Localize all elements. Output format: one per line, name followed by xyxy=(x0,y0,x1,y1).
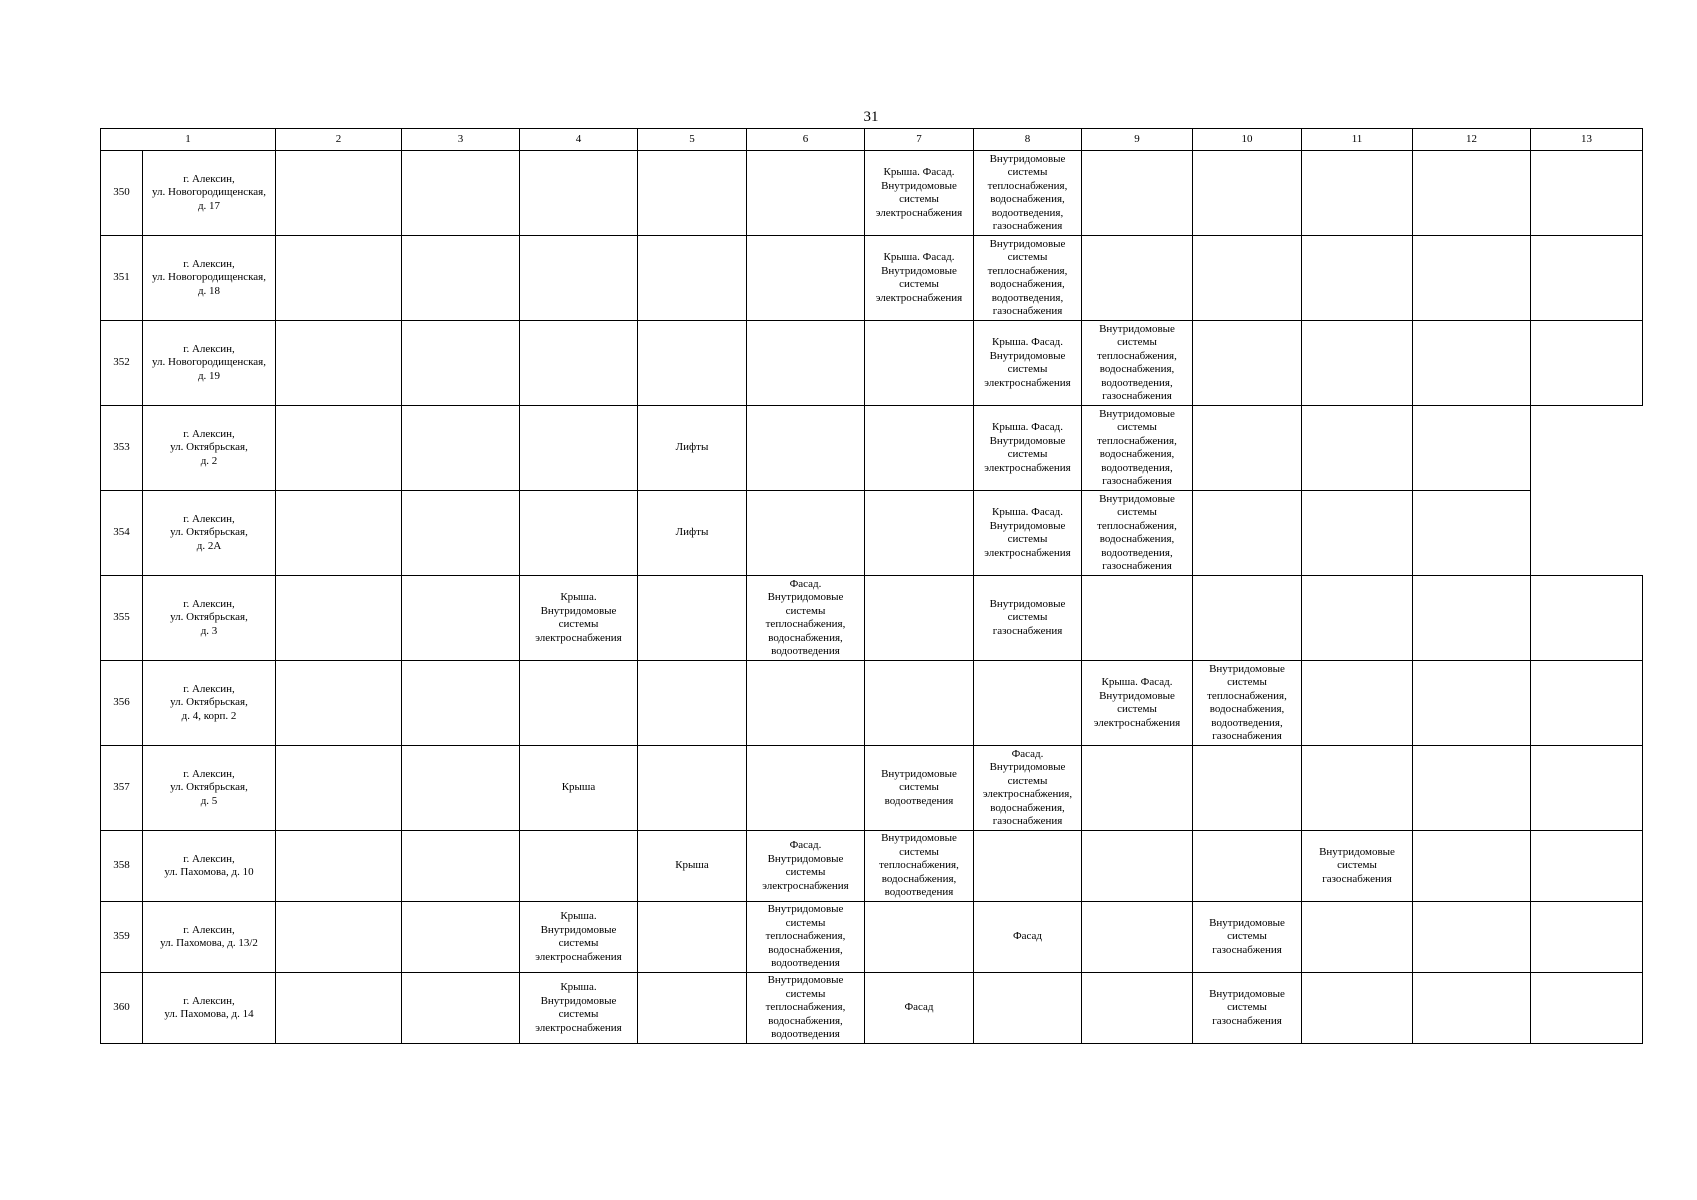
work-cell xyxy=(747,661,865,746)
work-cell xyxy=(276,746,402,831)
work-cell xyxy=(1193,491,1302,576)
work-cell xyxy=(638,746,747,831)
table-row xyxy=(101,746,1643,831)
column-header: 2 xyxy=(276,129,402,151)
row-number: 352 xyxy=(101,321,143,406)
table-row xyxy=(101,236,1643,321)
work-cell xyxy=(1082,902,1193,973)
table-row xyxy=(101,661,1643,746)
work-cell xyxy=(638,151,747,236)
work-cell xyxy=(638,576,747,661)
row-number: 353 xyxy=(101,406,143,491)
column-header: 12 xyxy=(1413,129,1531,151)
work-cell xyxy=(1193,151,1302,236)
work-cell: Внутридомовые системы теплоснабжения, водоснабжения, водоотведения xyxy=(747,973,865,1044)
work-cell: Внутридомовые системы газоснабжения xyxy=(1193,973,1302,1044)
work-cell: Внутридомовые системы теплоснабжения, водоснабжения, водоотведения xyxy=(865,831,974,902)
work-cell: Внутридомовые системы теплоснабжения, водоснабжения, водоотведения xyxy=(747,902,865,973)
work-cell: Внутридомовые системы газоснабжения xyxy=(974,576,1082,661)
row-number: 360 xyxy=(101,973,143,1044)
work-cell xyxy=(1302,321,1413,406)
work-cell xyxy=(276,831,402,902)
table-row xyxy=(101,973,1643,1044)
column-header: 11 xyxy=(1302,129,1413,151)
work-cell: Крыша. Фасад. Внутридомовые системы электроснабжения xyxy=(1082,661,1193,746)
work-cell: Крыша. Внутридомовые системы электроснабжения xyxy=(520,973,638,1044)
work-cell xyxy=(402,406,520,491)
work-cell xyxy=(520,491,638,576)
work-cell xyxy=(1302,576,1413,661)
column-header: 3 xyxy=(402,129,520,151)
address-cell: г. Алексин, ул. Октябрьская, д. 5 xyxy=(143,746,276,831)
work-cell: Фасад xyxy=(974,902,1082,973)
table-row xyxy=(101,151,1643,236)
work-cell xyxy=(1531,236,1643,321)
work-cell xyxy=(865,406,974,491)
column-number-header xyxy=(101,129,1643,151)
work-cell xyxy=(1082,746,1193,831)
work-cell xyxy=(1302,973,1413,1044)
page-number: 31 xyxy=(863,109,879,125)
address-cell: г. Алексин, ул. Пахомова, д. 13/2 xyxy=(143,902,276,973)
column-header: 7 xyxy=(865,129,974,151)
row-number: 350 xyxy=(101,151,143,236)
work-cell xyxy=(276,973,402,1044)
work-cell: Крыша. Фасад. Внутридомовые системы электроснабжения xyxy=(974,321,1082,406)
work-cell xyxy=(1531,321,1643,406)
capital-repair-table xyxy=(100,128,1643,1044)
column-header: 10 xyxy=(1193,129,1302,151)
column-header: 13 xyxy=(1531,129,1643,151)
work-cell xyxy=(974,831,1082,902)
work-cell xyxy=(402,151,520,236)
work-cell: Лифты xyxy=(638,491,747,576)
work-cell xyxy=(865,661,974,746)
column-header: 1 xyxy=(101,129,276,151)
address-cell: г. Алексин, ул. Октябрьская, д. 2 xyxy=(143,406,276,491)
work-cell xyxy=(747,321,865,406)
work-cell xyxy=(974,973,1082,1044)
work-cell: Крыша. Фасад. Внутридомовые системы электроснабжения xyxy=(974,491,1082,576)
table-row xyxy=(101,321,1643,406)
work-cell xyxy=(520,406,638,491)
work-cell xyxy=(1413,406,1531,491)
work-cell xyxy=(402,746,520,831)
work-cell xyxy=(1413,151,1531,236)
work-cell xyxy=(1531,661,1643,746)
work-cell: Фасад. Внутридомовые системы теплоснабжения, водоснабжения, водоотведения xyxy=(747,576,865,661)
work-cell xyxy=(1531,902,1643,973)
work-cell xyxy=(638,236,747,321)
work-cell xyxy=(1302,491,1413,576)
row-number: 359 xyxy=(101,902,143,973)
work-cell xyxy=(1413,236,1531,321)
row-number: 356 xyxy=(101,661,143,746)
column-header: 4 xyxy=(520,129,638,151)
work-cell xyxy=(1413,491,1531,576)
work-cell xyxy=(276,151,402,236)
address-cell: г. Алексин, ул. Октябрьская, д. 4, корп. 2 xyxy=(143,661,276,746)
work-cell xyxy=(865,576,974,661)
work-cell xyxy=(1531,151,1643,236)
work-cell xyxy=(638,661,747,746)
work-cell xyxy=(402,321,520,406)
work-cell xyxy=(1082,236,1193,321)
work-cell xyxy=(1531,831,1643,902)
work-cell xyxy=(1302,236,1413,321)
address-cell: г. Алексин, ул. Октябрьская, д. 2А xyxy=(143,491,276,576)
work-cell xyxy=(276,576,402,661)
work-cell xyxy=(1413,831,1531,902)
work-cell xyxy=(865,321,974,406)
work-cell: Внутридомовые системы теплоснабжения, водоснабжения, водоотведения, газоснабжения xyxy=(1082,321,1193,406)
address-cell: г. Алексин, ул. Новогородищенская, д. 19 xyxy=(143,321,276,406)
work-cell: Крыша. Внутридомовые системы электроснабжения xyxy=(520,576,638,661)
work-cell xyxy=(747,406,865,491)
work-cell xyxy=(1302,661,1413,746)
address-cell: г. Алексин, ул. Новогородищенская, д. 18 xyxy=(143,236,276,321)
work-cell xyxy=(276,661,402,746)
work-cell xyxy=(1082,973,1193,1044)
work-cell xyxy=(1082,831,1193,902)
work-cell xyxy=(638,321,747,406)
work-cell: Внутридомовые системы газоснабжения xyxy=(1193,902,1302,973)
work-cell xyxy=(402,491,520,576)
work-cell xyxy=(1413,576,1531,661)
work-cell: Крыша. Фасад. Внутридомовые системы электроснабжения xyxy=(865,151,974,236)
work-cell xyxy=(402,902,520,973)
work-cell xyxy=(1413,902,1531,973)
work-cell xyxy=(1302,406,1413,491)
work-cell: Внутридомовые системы газоснабжения xyxy=(1302,831,1413,902)
work-cell: Лифты xyxy=(638,406,747,491)
work-cell xyxy=(638,973,747,1044)
work-cell: Крыша xyxy=(638,831,747,902)
work-cell xyxy=(520,151,638,236)
work-cell: Крыша xyxy=(520,746,638,831)
work-cell xyxy=(276,902,402,973)
work-cell xyxy=(1413,321,1531,406)
work-cell xyxy=(1082,151,1193,236)
work-cell xyxy=(1302,746,1413,831)
row-number: 354 xyxy=(101,491,143,576)
work-cell: Фасад xyxy=(865,973,974,1044)
table-body xyxy=(101,129,1643,1044)
work-cell xyxy=(402,831,520,902)
row-number: 357 xyxy=(101,746,143,831)
row-number: 355 xyxy=(101,576,143,661)
work-cell xyxy=(276,406,402,491)
work-cell: Внутридомовые системы теплоснабжения, водоснабжения, водоотведения, газоснабжения xyxy=(974,236,1082,321)
column-header: 9 xyxy=(1082,129,1193,151)
work-cell xyxy=(1413,973,1531,1044)
address-cell: г. Алексин, ул. Пахомова, д. 14 xyxy=(143,973,276,1044)
work-cell xyxy=(974,661,1082,746)
work-cell xyxy=(1531,576,1643,661)
work-cell xyxy=(1193,406,1302,491)
work-cell xyxy=(1193,831,1302,902)
work-cell: Внутридомовые системы теплоснабжения, водоснабжения, водоотведения, газоснабжения xyxy=(1082,491,1193,576)
column-header: 6 xyxy=(747,129,865,151)
work-cell xyxy=(276,236,402,321)
work-cell: Внутридомовые системы водоотведения xyxy=(865,746,974,831)
work-cell xyxy=(747,746,865,831)
work-cell xyxy=(747,151,865,236)
row-number: 351 xyxy=(101,236,143,321)
work-cell xyxy=(520,236,638,321)
work-cell: Фасад. Внутридомовые системы электроснабжения xyxy=(747,831,865,902)
work-cell xyxy=(276,321,402,406)
work-cell xyxy=(402,661,520,746)
work-cell: Внутридомовые системы теплоснабжения, водоснабжения, водоотведения, газоснабжения xyxy=(1082,406,1193,491)
work-cell xyxy=(865,902,974,973)
work-cell xyxy=(1531,973,1643,1044)
work-cell xyxy=(402,973,520,1044)
work-cell xyxy=(1082,576,1193,661)
table-row xyxy=(101,576,1643,661)
work-cell: Фасад. Внутридомовые системы электроснабжения, водоснабжения, газоснабжения xyxy=(974,746,1082,831)
work-cell xyxy=(1193,236,1302,321)
work-cell xyxy=(747,491,865,576)
work-cell xyxy=(1193,576,1302,661)
work-cell xyxy=(1302,902,1413,973)
work-cell xyxy=(1193,321,1302,406)
work-cell xyxy=(1193,746,1302,831)
column-header: 5 xyxy=(638,129,747,151)
work-cell: Крыша. Внутридомовые системы электроснабжения xyxy=(520,902,638,973)
work-cell xyxy=(402,236,520,321)
work-cell xyxy=(520,831,638,902)
work-cell xyxy=(520,321,638,406)
address-cell: г. Алексин, ул. Октябрьская, д. 3 xyxy=(143,576,276,661)
work-cell xyxy=(520,661,638,746)
work-cell: Крыша. Фасад. Внутридомовые системы электроснабжения xyxy=(974,406,1082,491)
work-cell: Внутридомовые системы теплоснабжения, водоснабжения, водоотведения, газоснабжения xyxy=(1193,661,1302,746)
work-cell xyxy=(865,491,974,576)
address-cell: г. Алексин, ул. Пахомова, д. 10 xyxy=(143,831,276,902)
address-cell: г. Алексин, ул. Новогородищенская, д. 17 xyxy=(143,151,276,236)
work-cell xyxy=(402,576,520,661)
work-cell: Внутридомовые системы теплоснабжения, водоснабжения, водоотведения, газоснабжения xyxy=(974,151,1082,236)
work-cell xyxy=(1531,746,1643,831)
table-row xyxy=(101,902,1643,973)
table-row xyxy=(101,491,1643,576)
table-row xyxy=(101,406,1643,491)
work-cell xyxy=(1302,151,1413,236)
work-cell xyxy=(747,236,865,321)
work-cell xyxy=(1413,746,1531,831)
column-header: 8 xyxy=(974,129,1082,151)
row-number: 358 xyxy=(101,831,143,902)
work-cell xyxy=(638,902,747,973)
work-cell xyxy=(1413,661,1531,746)
table-row xyxy=(101,831,1643,902)
work-cell xyxy=(276,491,402,576)
work-cell: Крыша. Фасад. Внутридомовые системы электроснабжения xyxy=(865,236,974,321)
